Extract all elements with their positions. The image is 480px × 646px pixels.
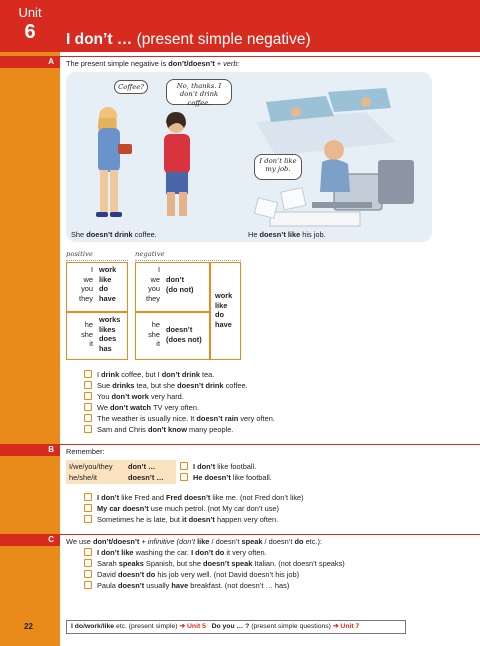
neg-verb-work: work — [215, 291, 233, 300]
woman-offering-coffee — [96, 107, 132, 217]
ex-text: coffee. — [223, 381, 248, 390]
unit-number: 6 — [24, 20, 36, 43]
intro-text: + infinitive (don’t — [139, 537, 198, 546]
ex-bold: drink — [101, 370, 120, 379]
example-a-3 — [84, 392, 184, 402]
woman-refusing-coffee — [164, 112, 190, 216]
remember-label: Remember: — [66, 447, 105, 456]
neg-verb-do: do — [215, 310, 225, 320]
neg-pronoun-i: I — [157, 265, 160, 274]
table-header-negative: negative — [135, 250, 165, 258]
ex-text: coffee, but I — [119, 370, 162, 379]
intro-bold: don’t/doesn’t — [168, 59, 215, 68]
remember-box — [66, 460, 176, 484]
positive-cell-singular — [66, 312, 128, 360]
neg-pronoun-he: he — [151, 320, 160, 329]
negative-cell-plural — [135, 262, 210, 312]
intro-bold: like — [197, 537, 210, 546]
ex-text: Italian. (not doesn’t speaks) — [252, 559, 345, 568]
ex-bold: I don’t do — [191, 548, 225, 557]
ex-text: TV very often. — [151, 403, 200, 412]
bullet-box-icon — [84, 548, 92, 556]
section-a-tab: A — [0, 56, 60, 68]
pronoun-it: it — [89, 339, 93, 349]
example-b-2 — [84, 504, 279, 514]
remember-row-2-left: he/she/it — [69, 473, 97, 482]
section-c-tab: C — [0, 534, 60, 546]
neg-pronoun-you: you — [148, 284, 160, 294]
bullet-box-icon — [84, 425, 92, 433]
positive-underline — [66, 260, 128, 261]
ex-bold: I don’t — [97, 493, 120, 502]
page-title — [66, 30, 311, 50]
ex-text: David — [97, 570, 118, 579]
neg-verb-like: like — [215, 300, 228, 310]
verb-has: has — [99, 343, 112, 353]
ex-text: Sarah — [97, 559, 119, 568]
ex-text: I — [97, 370, 102, 379]
speech-bubble-job — [254, 154, 302, 180]
unit-label: Unit — [18, 5, 42, 20]
illustration-svg — [66, 72, 432, 242]
intro-text: etc.): — [303, 537, 322, 546]
ex-text: breakfast. (not doesn’t … has) — [188, 581, 290, 590]
ex-bold: speaks — [118, 559, 144, 568]
verb-works: works — [99, 315, 121, 324]
example-b-3 — [84, 515, 278, 525]
example-a-2 — [84, 381, 248, 391]
ex-text: washing the car. — [133, 548, 192, 557]
intro-bold: speak — [241, 537, 263, 546]
example-c-2 — [84, 559, 345, 569]
caption-right — [248, 230, 326, 240]
negative-pronouns-plural — [138, 265, 160, 304]
ex-text: his job very well. (not David doesn’t his job) — [155, 570, 300, 579]
verb-have: have — [99, 293, 116, 303]
title-bold: I don’t … — [66, 31, 133, 48]
negative-underline — [135, 260, 241, 261]
intro-bold: don’t/doesn’t — [92, 537, 140, 546]
caption-left-post: coffee. — [132, 230, 157, 239]
negative-aux-plural — [166, 275, 194, 294]
bullet-box-icon — [84, 570, 92, 578]
caption-left — [71, 230, 157, 240]
section-c-intro — [66, 537, 322, 547]
example-a-4 — [84, 403, 199, 413]
unit-badge — [0, 0, 60, 52]
ex-text: Sam and Chris — [97, 425, 148, 434]
intro-text: / doesn’t — [209, 537, 242, 546]
illustration-panel — [66, 72, 432, 242]
ex-bold: it doesn’t — [182, 515, 215, 524]
example-a-5 — [84, 414, 275, 424]
ref2-text: (present simple questions) — [249, 623, 333, 630]
remember-row-1-left: I/we/you/they — [69, 462, 113, 471]
ex-text: Sometimes he is late, but — [97, 515, 183, 524]
pronoun-he: he — [84, 320, 93, 329]
neg-pronoun-she: she — [148, 329, 160, 339]
aux-dont: don’t — [166, 275, 185, 284]
ex-bold: doesn’t — [117, 581, 145, 590]
ex-text: The weather is usually nice. It — [97, 414, 197, 423]
bubble-coffee-text: Coffee? — [118, 83, 144, 91]
example-b-1 — [84, 493, 304, 503]
ref2-bold: Do you … ? — [211, 623, 250, 630]
pronoun-she: she — [81, 329, 93, 339]
negative-aux-singular — [166, 325, 202, 344]
bullet-box-icon — [84, 370, 92, 378]
ref2-unit-link[interactable]: ➔ Unit 7 — [332, 623, 360, 630]
caption-right-pre: He — [248, 230, 260, 239]
bullet-box-icon — [84, 504, 92, 512]
ex-bold: have — [171, 581, 189, 590]
section-a-intro — [66, 59, 240, 69]
negative-verbs-cell — [210, 262, 241, 360]
intro-text: / doesn’t — [262, 537, 295, 546]
intro-bold: do — [294, 537, 304, 546]
example-a-6 — [84, 425, 233, 435]
ex-text: tea. — [199, 370, 215, 379]
section-c-rule — [60, 534, 480, 535]
intro-text: We use — [66, 537, 93, 546]
pronoun-i: I — [90, 265, 93, 274]
section-a-rule — [60, 56, 480, 57]
positive-cell-plural — [66, 262, 128, 312]
example-c-3 — [84, 570, 299, 580]
bullet-box-icon — [180, 462, 188, 470]
bullet-box-icon — [84, 559, 92, 567]
remember-row-1-right: don’t … — [128, 462, 156, 471]
ex-text: it very often. — [224, 548, 267, 557]
ex-bold: don’t watch — [110, 403, 152, 412]
caption-right-bold: doesn’t like — [259, 230, 301, 239]
positive-pronouns-plural — [69, 265, 93, 304]
example-c-1 — [84, 548, 267, 558]
ex-text: You — [97, 392, 112, 401]
remember-side-1 — [180, 462, 256, 472]
bullet-box-icon — [84, 392, 92, 400]
ex-bold: doesn’t do — [117, 570, 156, 579]
positive-verbs-singular — [99, 315, 120, 354]
positive-verbs-plural — [99, 265, 116, 304]
verb-work: work — [99, 265, 117, 274]
table-header-positive: positive — [66, 250, 93, 258]
negative-pronouns-singular — [138, 320, 160, 349]
ex-text: very hard. — [148, 392, 184, 401]
ex-bold: drinks — [112, 381, 135, 390]
speech-bubble-coffee — [114, 80, 148, 94]
ex-bold: My car doesn’t — [97, 504, 149, 513]
bubble-job-line1: I don’t like — [259, 157, 297, 165]
bullet-box-icon — [84, 581, 92, 589]
verb-do: do — [99, 284, 109, 294]
ex-bold: don’t work — [111, 392, 149, 401]
side-bold: He doesn’t — [193, 473, 231, 482]
caption-left-bold: doesn’t drink — [86, 230, 133, 239]
intro-suffix: + verb: — [214, 59, 240, 68]
aux-does-not: (does not) — [166, 334, 202, 344]
ex-text: Paula — [97, 581, 118, 590]
section-b-tab: B — [0, 444, 60, 456]
verb-like: like — [99, 274, 112, 284]
ex-text: usually — [144, 581, 172, 590]
ref1-unit-link[interactable]: ➔ Unit 5 — [179, 623, 206, 630]
page-number: 22 — [24, 622, 33, 631]
ex-text: many people. — [186, 425, 234, 434]
ex-text: Sue — [97, 381, 113, 390]
negative-cell-singular — [135, 312, 210, 360]
ex-text: very often. — [238, 414, 275, 423]
negative-verbs — [215, 291, 232, 330]
remember-side-2 — [180, 473, 272, 483]
speech-bubble-no-thanks — [166, 79, 232, 105]
ref1-bold: I do/work/like — [71, 623, 115, 630]
bullet-box-icon — [84, 381, 92, 389]
caption-right-post: his job. — [300, 230, 326, 239]
ex-bold: I don’t like — [97, 548, 134, 557]
side-text: like football. — [215, 462, 257, 471]
ex-bold: don’t know — [147, 425, 187, 434]
example-a-1 — [84, 370, 214, 380]
side-text: like football. — [230, 473, 272, 482]
intro-prefix: The present simple negative is — [66, 59, 169, 68]
neg-verb-have: have — [215, 319, 232, 329]
bullet-box-icon — [84, 493, 92, 501]
ex-text: like me. (not Fred don’t like) — [210, 493, 304, 502]
title-bar — [60, 0, 480, 52]
verb-does: does — [99, 334, 117, 344]
bubble-no-line2: don’t drink coffee. — [179, 90, 219, 107]
ex-text: Spanish, but she — [143, 559, 204, 568]
example-c-4 — [84, 581, 289, 591]
bullet-box-icon — [180, 473, 188, 481]
section-b-rule — [60, 444, 480, 445]
aux-do-not: (do not) — [166, 284, 194, 294]
neg-pronoun-they: they — [146, 293, 160, 303]
ex-bold: doesn’t drink — [177, 381, 224, 390]
pronoun-we: we — [83, 274, 93, 284]
verb-likes: likes — [99, 324, 116, 334]
neg-pronoun-it: it — [156, 339, 160, 349]
ex-bold: doesn’t speak — [203, 559, 253, 568]
title-rest: (present simple negative) — [132, 31, 311, 48]
bullet-box-icon — [84, 414, 92, 422]
caption-left-pre: She — [71, 230, 87, 239]
pronoun-you: you — [81, 284, 93, 294]
ex-text: happen very often. — [214, 515, 279, 524]
neg-pronoun-we: we — [150, 274, 160, 284]
ex-text: like Fred and — [119, 493, 167, 502]
pronoun-they: they — [79, 293, 93, 303]
side-bold: I don’t — [193, 462, 216, 471]
bubble-no-line1: No, thanks. I — [176, 82, 222, 90]
ex-text: tea, but she — [134, 381, 178, 390]
bullet-box-icon — [84, 403, 92, 411]
ex-bold: Fred doesn’t — [166, 493, 211, 502]
positive-pronouns-singular — [69, 320, 93, 349]
ex-text: use much petrol. (not My car don’t use) — [148, 504, 279, 513]
aux-doesnt: doesn’t — [166, 325, 193, 334]
ref1-text: etc. (present simple) — [114, 623, 180, 630]
cross-reference-box — [66, 620, 406, 634]
bubble-job-line2: my job. — [265, 165, 291, 174]
bullet-box-icon — [84, 515, 92, 523]
remember-row-2-right: doesn’t … — [128, 473, 164, 482]
left-sidebar — [0, 0, 60, 646]
ex-bold: doesn’t rain — [196, 414, 239, 423]
ex-text: We — [97, 403, 111, 412]
ex-bold: don’t drink — [161, 370, 200, 379]
